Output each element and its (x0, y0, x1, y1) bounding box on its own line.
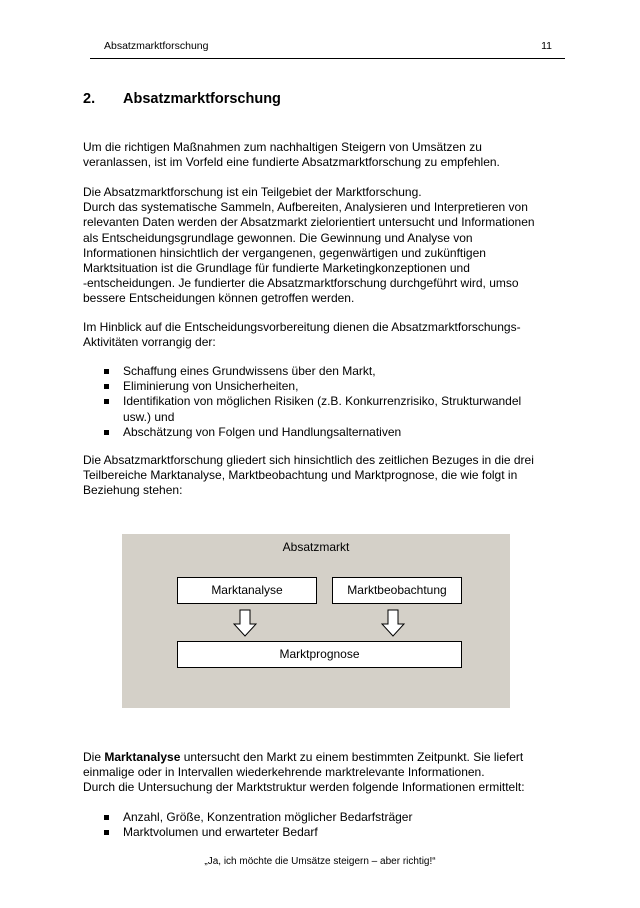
market-research-diagram (122, 534, 510, 708)
analysis-text: Die (83, 750, 105, 764)
intro-line: veranlassen, ist im Vorfeld eine fundierte Absatzmarktforschung zu empfehlen. (83, 155, 500, 170)
bullet-square-icon (104, 430, 109, 435)
box-marktanalyse: Marktanalyse (177, 577, 317, 604)
analysis-text: untersucht den Markt zu einem bestimmten Zeitpunkt. Sie liefert (180, 750, 524, 764)
analysis-term: Marktanalyse (104, 750, 181, 764)
list-item (83, 379, 572, 394)
header-rule (90, 58, 565, 59)
definition-line: relevanten Daten werden der Absatzmarkt zielorientiert untersucht und Informationen (83, 215, 535, 230)
intro-line: Um die richtigen Maßnahmen zum nachhaltigen Steigern von Umsätzen zu (83, 140, 482, 154)
box-marktprognose: Marktprognose (177, 641, 462, 668)
intro-paragraph (83, 140, 572, 170)
analysis-line (83, 750, 572, 765)
definition-line: Durch das systematische Sammeln, Aufbereiten, Analysieren und Interpretieren von (83, 200, 528, 215)
diagram-title: Absatzmarkt (282, 540, 350, 554)
bullet-square-icon (104, 815, 109, 820)
purpose-line: Im Hinblick auf die Entscheidungsvorbereitung dienen die Absatzmarktforschungs- (83, 320, 521, 334)
page-header (104, 40, 552, 54)
definition-paragraph (83, 185, 572, 307)
list-item (83, 825, 572, 840)
purpose-line: Aktivitäten vorrangig der: (83, 335, 216, 350)
list-item (83, 425, 572, 440)
division-line: Die Absatzmarktforschung gliedert sich hinsichtlich des zeitlichen Bezuges in die drei (83, 453, 534, 467)
division-line: Teilbereiche Marktanalyse, Marktbeobachtung und Marktprognose, die wie folgt in (83, 468, 518, 483)
definition-line: -entscheidungen. Je fundierter die Absatzmarktforschung durchgeführt wird, umso (83, 276, 519, 291)
analysis-line: Durch die Untersuchung der Marktstruktur werden folgende Informationen ermittelt: (83, 780, 525, 795)
list-item-text: Abschätzung von Folgen und Handlungsalternativen (123, 424, 402, 439)
header-title: Absatzmarktforschung (104, 40, 209, 52)
division-paragraph (83, 453, 572, 499)
purpose-bullet-list (83, 364, 572, 440)
down-arrow-icon (233, 609, 257, 637)
list-item (83, 364, 572, 379)
division-line: Beziehung stehen: (83, 483, 183, 498)
down-arrow-icon (381, 609, 405, 637)
list-item-text: Schaffung eines Grundwissens über den Markt, (123, 364, 376, 378)
definition-line: Informationen hinsichtlich der vergangenen, gegenwärtigen und zukünftigen (83, 245, 486, 260)
definition-line: bessere Entscheidungen können getroffen werden. (83, 291, 355, 306)
analysis-bullet-list (83, 810, 572, 840)
list-item-text: Identifikation von möglichen Risiken (z.B. Konkurrenzrisiko, Strukturwandel (123, 394, 522, 409)
definition-line: Marktsituation ist die Grundlage für fundierte Marketingkonzeptionen und (83, 261, 470, 276)
analysis-paragraph (83, 750, 572, 796)
bullet-square-icon (104, 369, 109, 374)
bullet-square-icon (104, 399, 109, 404)
box-marktbeobachtung: Marktbeobachtung (332, 577, 462, 604)
bullet-square-icon (104, 384, 109, 389)
list-item (83, 810, 572, 825)
bullet-square-icon (104, 830, 109, 835)
list-item-text: Marktvolumen und erwarteter Bedarf (123, 825, 318, 840)
section-number: 2. (83, 91, 96, 107)
list-item-text: usw.) und (123, 409, 175, 424)
definition-line: als Entscheidungsgrundlage gewonnen. Die Gewinnung und Analyse von (83, 230, 473, 245)
section-title: Absatzmarktforschung (123, 91, 281, 107)
list-item-text: Eliminierung von Unsicherheiten, (123, 379, 299, 394)
page-footer: „Ja, ich möchte die Umsätze steigern – aber richtig!“ (204, 856, 436, 867)
purpose-paragraph (83, 320, 572, 350)
page-number: 11 (541, 40, 552, 52)
list-item-text: Anzahl, Größe, Konzentration möglicher Bedarfsträger (123, 810, 413, 824)
definition-line: Die Absatzmarktforschung ist ein Teilgebiet der Marktforschung. (83, 185, 422, 199)
list-item (83, 394, 572, 424)
analysis-line: einmalige oder in Intervallen wiederkehrende marktrelevante Informationen. (83, 765, 485, 780)
